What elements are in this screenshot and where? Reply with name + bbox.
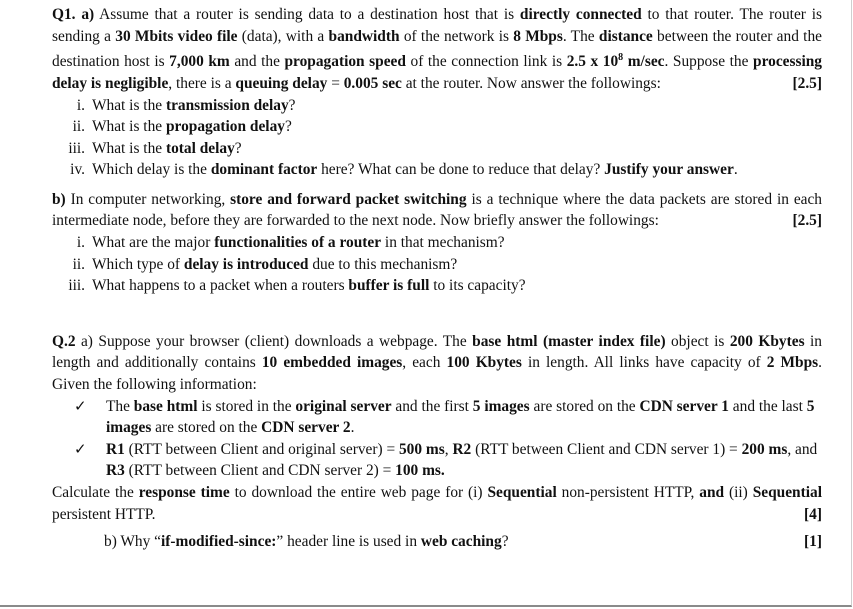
text-segment: , there is a xyxy=(168,74,236,92)
list-item-text xyxy=(92,256,457,273)
text-segment: distance xyxy=(598,27,653,45)
text-segment: (RTT between Client and original server) = xyxy=(124,440,399,458)
text-segment: What are the major xyxy=(92,234,215,252)
q1b-subquestions xyxy=(52,232,822,297)
text-segment: transmission delay xyxy=(165,96,289,114)
text-segment: 500 ms xyxy=(398,440,445,458)
text-segment: (RTT between Client and CDN server 1) = xyxy=(471,440,742,458)
text-segment: and the first xyxy=(391,397,473,415)
list-marker: ✓ xyxy=(74,439,87,458)
text-segment: . xyxy=(733,161,738,179)
text-segment: 8 Mbps xyxy=(513,27,563,45)
text-segment: 8 xyxy=(618,52,624,64)
text-segment: . Suppose the xyxy=(664,53,754,71)
q2b-text xyxy=(104,533,509,550)
text-segment: 100 ms. xyxy=(395,462,445,480)
text-segment: ” header line is used in xyxy=(276,533,421,551)
text-segment: Assume that a router is sending data to a destination host that is xyxy=(94,6,520,23)
list-marker: iii. xyxy=(68,277,85,295)
text-segment: What is the xyxy=(92,118,166,136)
text-segment: m/sec xyxy=(623,53,665,71)
q1a-subquestions xyxy=(52,95,822,181)
text-segment: = xyxy=(327,74,344,92)
list-item-text xyxy=(92,277,526,294)
text-segment: 2 Mbps xyxy=(766,354,819,372)
list-marker: ii. xyxy=(72,118,85,136)
text-segment: base html xyxy=(133,397,198,415)
text-segment: (ii) xyxy=(724,484,753,501)
text-segment: of the connection link is xyxy=(405,53,567,71)
text-segment: and the last xyxy=(728,397,807,415)
text-segment: in length and additionally contains xyxy=(52,332,822,372)
text-segment: directly connected xyxy=(519,6,642,23)
text-segment: non-persistent HTTP, xyxy=(556,484,700,501)
text-segment: is stored in the xyxy=(197,397,296,415)
q2a-given-list xyxy=(52,396,822,482)
text-segment: R1 xyxy=(106,440,125,458)
list-item xyxy=(52,95,822,117)
text-segment: ? xyxy=(501,533,509,551)
list-item xyxy=(52,159,822,181)
text-segment: 200 Kbytes xyxy=(729,332,805,350)
text-segment: propagation delay xyxy=(165,118,285,136)
list-item xyxy=(52,138,822,160)
list-item-text xyxy=(106,441,817,480)
list-item-text xyxy=(92,118,292,135)
text-segment: What is the xyxy=(92,96,166,114)
q2b-marks: [1] xyxy=(804,533,822,551)
list-item xyxy=(52,275,822,297)
text-segment: , and xyxy=(787,440,818,458)
q1b-label: b) xyxy=(52,190,66,208)
text-segment: due to this mechanism? xyxy=(308,255,458,273)
text-segment: 100 Kbytes xyxy=(446,354,522,372)
q1b-text xyxy=(52,191,822,230)
text-segment: propagation speed xyxy=(284,53,406,71)
q2b-paragraph xyxy=(52,531,822,553)
text-segment: response time xyxy=(138,484,230,501)
text-segment: 2.5 x 10 xyxy=(566,53,619,71)
text-segment: 5 images xyxy=(106,397,815,437)
text-segment: b) Why “ xyxy=(104,533,161,551)
text-segment: The xyxy=(106,397,134,415)
list-item xyxy=(52,396,822,439)
q1a-marks: [2.5] xyxy=(792,74,822,92)
text-segment: persistent HTTP. xyxy=(52,505,156,523)
q1a-paragraph xyxy=(52,4,822,95)
list-marker: i. xyxy=(76,96,85,114)
text-segment: buffer is full xyxy=(348,277,430,295)
text-segment: , xyxy=(444,440,453,458)
text-segment: 200 ms xyxy=(741,440,788,458)
text-segment: and the xyxy=(229,53,285,71)
text-segment: are stored on the xyxy=(151,419,262,437)
text-segment: ? xyxy=(288,96,296,114)
text-segment: functionalities of a router xyxy=(214,234,382,252)
text-segment: 5 images xyxy=(472,397,530,415)
text-segment: is a technique where the data packets are stored in each intermediate node, before they are forwarded to the next node. Now briefly answer the followings: xyxy=(52,190,823,230)
text-segment: . The xyxy=(562,27,599,45)
text-segment: (data), with a xyxy=(237,27,329,45)
text-segment: original server xyxy=(295,397,392,415)
text-segment: dominant factor xyxy=(210,161,318,179)
text-segment: (RTT between Client and CDN server 2) = xyxy=(124,462,396,480)
text-segment: bandwidth xyxy=(328,27,400,45)
list-marker: ✓ xyxy=(74,396,87,415)
text-segment: base html (master index file) xyxy=(472,332,666,350)
text-segment: and xyxy=(699,484,725,501)
text-segment: , each xyxy=(402,354,447,372)
q1b-paragraph xyxy=(52,189,822,232)
list-item-text xyxy=(106,398,814,437)
text-segment: in length. All links have capacity of xyxy=(521,354,767,372)
text-segment: of the network is xyxy=(399,27,514,45)
text-segment: processing delay is negligible xyxy=(52,53,822,92)
text-segment: Sequential xyxy=(752,484,822,501)
text-segment: to that router. The router is sending a xyxy=(52,6,822,45)
text-segment: . Given the following information: xyxy=(52,354,823,394)
text-segment: Which type of xyxy=(92,255,184,273)
text-segment: delay is introduced xyxy=(183,255,309,273)
text-segment: CDN server 1 xyxy=(639,397,729,415)
list-item-text xyxy=(92,140,242,157)
text-segment: object is xyxy=(665,332,730,350)
text-segment: are stored on the xyxy=(529,397,640,415)
text-segment: 7,000 km xyxy=(169,53,230,71)
q1b-marks: [2.5] xyxy=(792,212,822,230)
text-segment: Sequential xyxy=(487,484,557,501)
q2a-calc-text xyxy=(52,484,822,523)
text-segment: ? xyxy=(234,139,242,157)
text-segment: total delay xyxy=(165,139,235,157)
list-marker: ii. xyxy=(72,255,85,273)
text-segment: queuing delay xyxy=(235,74,328,92)
text-segment: store and forward packet switching xyxy=(230,190,467,208)
text-segment: between the router and the destination host is xyxy=(52,27,822,71)
text-segment: 10 embedded images xyxy=(261,354,403,372)
text-segment: in that mechanism? xyxy=(381,234,505,252)
text-segment: CDN server 2 xyxy=(261,419,351,437)
text-segment: if-modified-since: xyxy=(161,533,277,551)
text-segment: R3 xyxy=(106,462,125,480)
list-item xyxy=(52,439,822,482)
text-segment: a) Suppose your browser (client) downloads a webpage. The xyxy=(75,332,473,350)
text-segment: . xyxy=(350,419,355,437)
exam-document xyxy=(52,4,822,553)
list-item xyxy=(52,254,822,276)
text-segment: here? What can be done to reduce that delay? xyxy=(317,161,605,179)
text-segment: Justify your answer xyxy=(604,161,734,179)
text-segment: web caching xyxy=(420,533,502,551)
text-segment: ? xyxy=(284,118,292,136)
text-segment: to its capacity? xyxy=(429,277,526,295)
q2a-text xyxy=(52,333,822,393)
text-segment: Which delay is the xyxy=(92,161,211,179)
text-segment: In computer networking, xyxy=(65,190,231,208)
q1a-text xyxy=(52,6,822,92)
q2a-marks: [4] xyxy=(804,505,822,523)
list-item-text xyxy=(92,234,505,251)
list-item-text xyxy=(92,161,738,178)
list-item-text xyxy=(92,97,296,114)
text-segment: What is the xyxy=(92,139,166,157)
text-segment: at the router. Now answer the followings: xyxy=(401,74,661,92)
text-segment: 0.005 sec xyxy=(343,74,402,92)
list-marker: iv. xyxy=(70,161,85,179)
text-segment: to download the entire web page for (i) xyxy=(229,484,488,501)
q1a-label: Q1. a) xyxy=(52,6,95,23)
text-segment: What happens to a packet when a routers xyxy=(92,277,349,295)
list-marker: iii. xyxy=(68,139,85,157)
text-segment: R2 xyxy=(452,440,472,458)
q2a-calc xyxy=(52,482,822,525)
q2a-label: Q.2 xyxy=(52,332,76,350)
list-item xyxy=(52,232,822,254)
list-item xyxy=(52,116,822,138)
list-marker: i. xyxy=(76,234,85,252)
text-segment: Calculate the xyxy=(52,484,139,501)
text-segment: 30 Mbits video file xyxy=(115,27,238,45)
q2a-paragraph xyxy=(52,331,822,396)
